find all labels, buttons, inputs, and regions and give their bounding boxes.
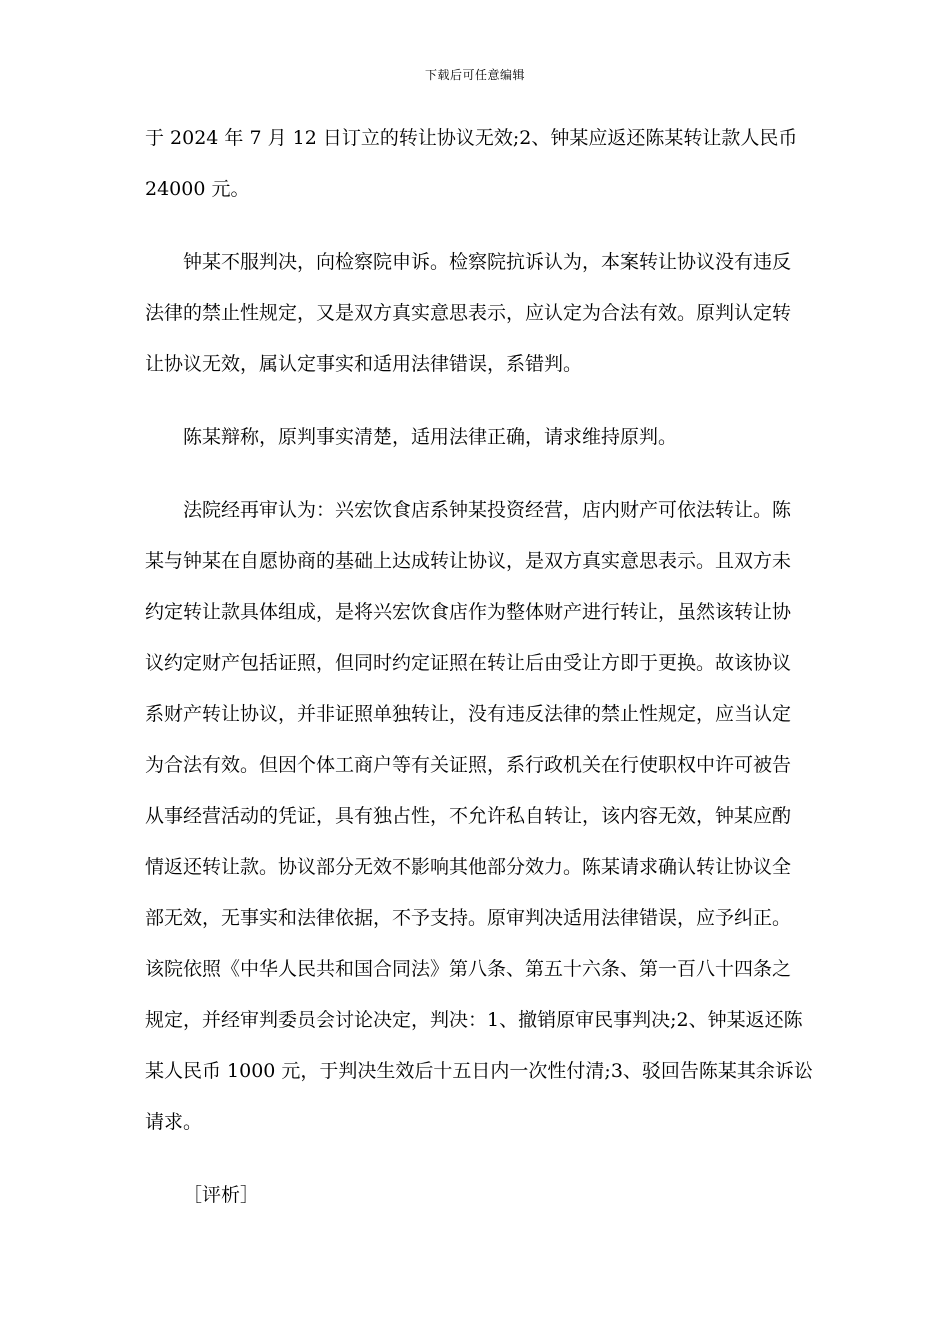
text-line: 系财产转让协议，并非证照单独转让，没有违反法律的禁止性规定，应当认定 [145,703,792,725]
document-body [145,120,813,1228]
text-line: 规定，并经审判委员会讨论决定，判决：1、撤销原审民事判决;2、钟某返还陈 [145,1009,803,1031]
text-line: 请求。 [145,1111,203,1133]
paragraph-gap [145,1155,810,1177]
paragraph-gap [145,397,810,419]
page-header: 下载后可任意编辑 [424,68,525,82]
paragraph [145,120,810,222]
paragraph [145,244,810,397]
text-line: 钟某不服判决，向检察院申诉。检察院抗诉认为，本案转让协议没有违反 [183,251,792,273]
text-line: 法律的禁止性规定，又是双方真实意思表示，应认定为合法有效。原判认定转 [145,302,792,324]
text-line: 陈某辩称，原判事实清楚，适用法律正确，请求维持原判。 [183,426,678,448]
text-line: 24000 元。 [145,178,250,200]
paragraph-gap [145,222,810,244]
text-line: 法院经再审认为：兴宏饮食店系钟某投资经营，店内财产可依法转让。陈 [183,499,792,521]
text-line: 于 2024 年 7 月 12 日订立的转让协议无效;2、钟某应返还陈某转让款人民币 [145,127,798,149]
text-line: 部无效，无事实和法律依据，不予支持。原审判决适用法律错误，应予纠正。 [145,907,792,929]
text-line: 某人民币 1000 元，于判决生效后十五日内一次性付清;3、驳回告陈某其余诉讼 [145,1060,813,1082]
paragraph [145,1177,810,1228]
text-line: 约定转让款具体组成，是将兴宏饮食店作为整体财产进行转让，虽然该转让协 [145,601,792,623]
text-line: 情返还转让款。协议部分无效不影响其他部分效力。陈某请求确认转让协议全 [145,856,792,878]
text-line: 为合法有效。但因个体工商户等有关证照，系行政机关在行使职权中许可被告 [145,754,792,776]
text-line: 某与钟某在自愿协商的基础上达成转让协议，是双方真实意思表示。且双方未 [145,550,792,572]
text-line: 议约定财产包括证照，但同时约定证照在转让后由受让方即于更换。故该协议 [145,652,792,674]
paragraph-gap [145,470,810,492]
paragraph [145,419,810,470]
text-line: ［评析］ [183,1184,260,1206]
text-line: 该院依照《中华人民共和国合同法》第八条、第五十六条、第一百八十四条之 [145,958,792,980]
text-line: 从事经营活动的凭证，具有独占性，不允许私自转让，该内容无效，钟某应酌 [145,805,792,827]
paragraph [145,492,813,1155]
text-line: 让协议无效，属认定事实和适用法律错误，系错判。 [145,353,583,375]
